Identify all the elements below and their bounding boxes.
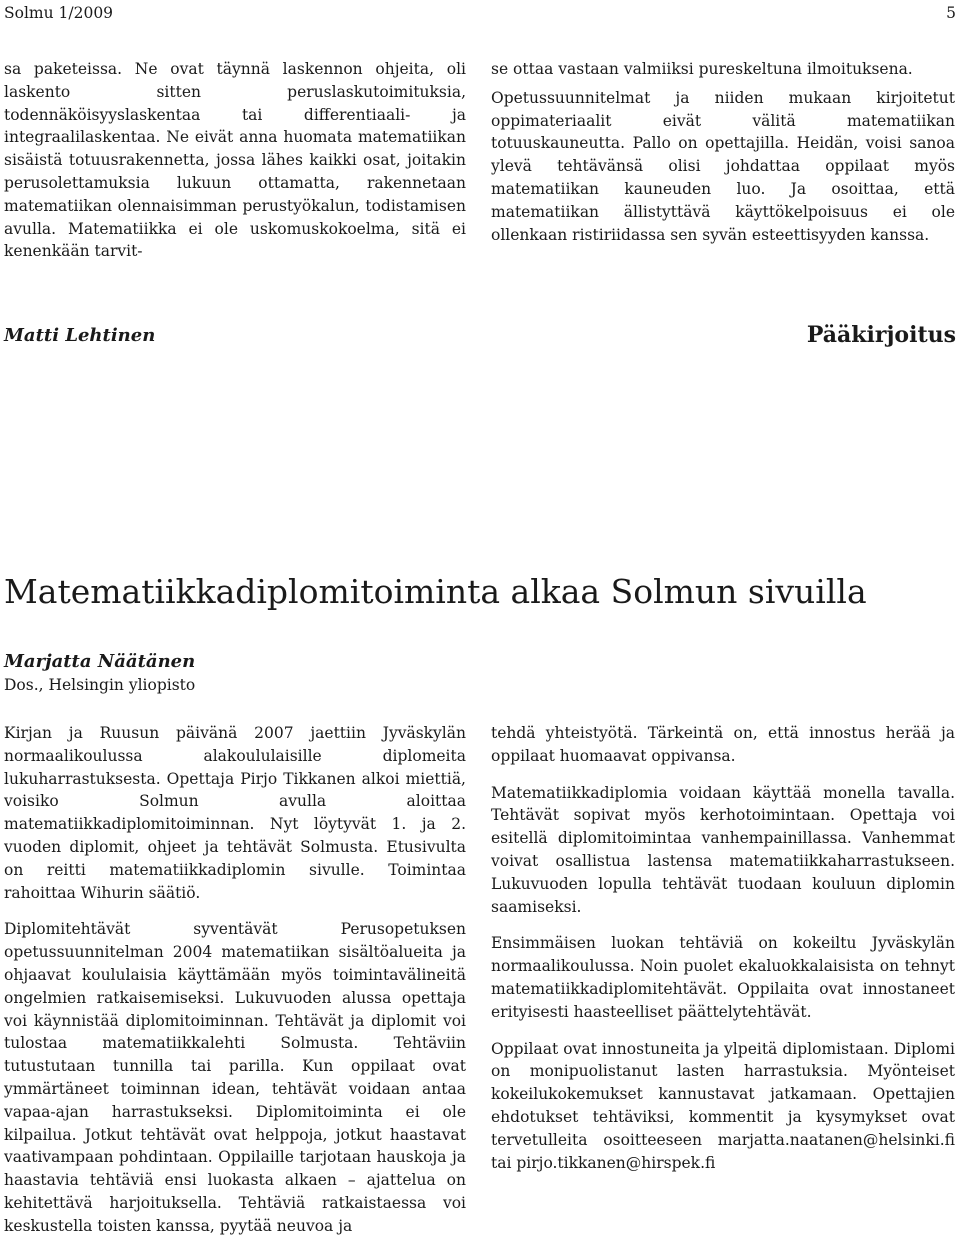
paragraph: Oppilaat ovat innostuneita ja ylpeitä diplomistaan. Diplomi on monipuolistanut lasten harrastuksia. Myönteiset kokeilukokemukset kannustavat jatkamaan. Opettajien ehdotukset tehtäviksi, kommentit ja kysymykset ovat tervetulleita osoitteeseen marjatta.naatanen@helsinki.fi tai pirjo.tikkanen@hirspek.fi: [491, 1039, 955, 1172]
previous-article-right-column: [491, 58, 955, 246]
previous-article-left-column: [4, 58, 466, 263]
editorial-author: Matti Lehtinen: [4, 325, 156, 346]
author-affiliation: Dos., Helsingin yliopisto: [4, 676, 196, 694]
running-header: [4, 2, 956, 24]
paragraph: tehdä yhteistyötä. Tärkeintä on, että innostus herää ja oppilaat huomaavat oppivansa.: [491, 724, 955, 765]
paragraph: se ottaa vastaan valmiiksi pureskeltuna ilmoituksena.: [491, 60, 913, 78]
article-author: Marjatta Näätänen: [4, 651, 196, 672]
page-number: 5: [946, 4, 956, 22]
paragraph: Matematiikkadiplomia voidaan käyttää monella tavalla. Tehtävät sopivat myös kerhotoimintaan. Opettaja voi esitellä diplomitoimintaa vanhempainillassa. Vanhemmat voivat osallistua lastensa matematiikkaharrastukseen. Lukuvuoden lopulla tehtävät tuodaan kouluun diplomin saamiseksi.: [491, 783, 955, 916]
paragraph: Kirjan ja Ruusun päivänä 2007 jaettiin Jyväskylän normaalikoulussa alakoululaisille diplomeita lukuharrastuksesta. Opettaja Pirjo Tikkanen alkoi miettiä, voisiko Solmun avulla aloittaa matematiikkadiplomitoiminnan. Nyt löytyvät 1. ja 2. vuoden diplomit, ohjeet ja tehtävät Solmusta. Etusivulta on reitti matematiikkadiplomin sivulle. Toimintaa rahoittaa Wihurin säätiö.: [4, 724, 466, 902]
paragraph: Opetussuunnitelmat ja niiden mukaan kirjoitetut oppimateriaalit eivät välitä matematiikan totuuskauneutta. Pallo on opettajilla. Heidän, voisi sanoa ylevä tehtävänsä olisi johdattaa oppilaat myös matematiikan kauneuden luo. Ja osoittaa, että matematiikan ällistyttävä käyttökelpoisuus ei ole ollenkaan ristiriidassa sen syvän esteettisyyden kanssa.: [491, 88, 955, 244]
article-right-column: [491, 722, 955, 1174]
paragraph: Ensimmäisen luokan tehtäviä on kokeiltu Jyväskylän normaalikoulussa. Noin puolet ekaluokkalaisista on tehnyt matematiikkadiplomitehtävät. Oppilaita ovat innostaneet erityisesti haasteelliset päättelytehtävät.: [491, 934, 955, 1021]
editorial-byline: [4, 322, 956, 352]
paragraph: sa paketeissa. Ne ovat täynnä laskennon ohjeita, oli laskento sitten peruslaskutoimituksia, todennäköisyyslaskentaa tai differentiaali- ja integraalilaskentaa. Ne eivät anna huomata matematiikan sisäistä totuusrakennetta, jossa lähes kaikki osat, joitakin perusolettamuksia lukuun ottamatta, rakennetaan matematiikan olennaisimman perustyökalun, todistamisen avulla. Matematiikka ei ole uskomuskokoelma, sitä ei kenenkään tarvit-: [4, 60, 466, 261]
paragraph: Diplomitehtävät syventävät Perusopetuksen opetussuunnitelman 2004 matematiikan sisältöalueita ja ohjaavat koululaisia käyttämään myös toimintavälineitä ongelmien ratkaisemiseksi. Lukuvuoden alussa opettaja voi käynnistää diplomitoiminnan. Tehtävät ja diplomit voi tulostaa matematiikkalehti Solmusta. Tehtäviin tutustutaan tunnilla tai parilla. Kun oppilaat ovat ymmärtäneet toiminnan idean, tehtävät voidaan antaa vapaa-ajan harrastukseksi. Diplomitoiminta ei ole kilpailua. Jotkut tehtävät ovat helppoja, jotkut haastavat vaativampaan pohdintaan. Oppilaille tarjotaan hauskoja ja haastavia tehtäviä ensi luokasta alkaen – ajattelua on kehitettävä harjoituksella. Tehtäviä ratkaistaessa voi keskustella toisten kanssa, pyytää neuvoa ja: [4, 920, 466, 1235]
article-left-column: [4, 722, 466, 1238]
journal-issue: Solmu 1/2009: [4, 4, 114, 22]
article-title: Matematiikkadiplomitoiminta alkaa Solmun sivuilla: [4, 572, 867, 611]
section-name: Pääkirjoitus: [806, 322, 956, 348]
